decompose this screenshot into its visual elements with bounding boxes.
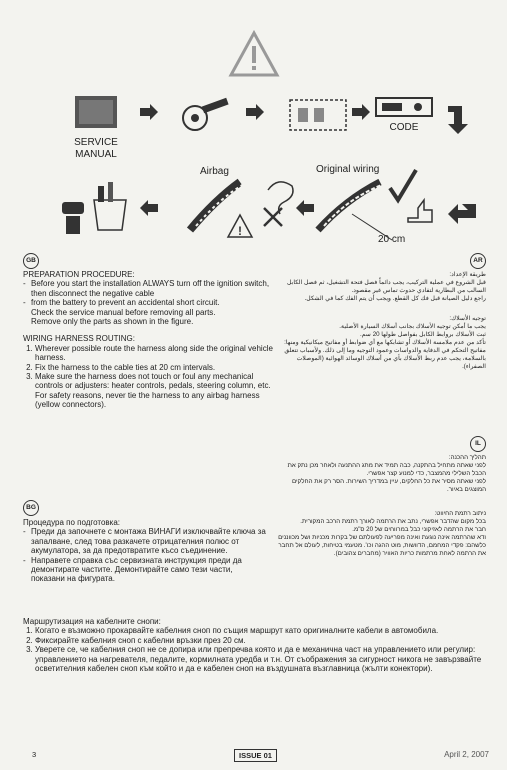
service-manual-label <box>74 137 118 160</box>
service-manual-label-line: MANUAL <box>75 149 117 160</box>
list-item: - Before you start the installation ALWAYS turn off the ignition switch, then disconnect the negative cable <box>23 279 273 298</box>
list-item: تأكد من عدم ملامسة الأسلاك أو تشابكها مع أي ضوابط أو مفاتيح ميكانيكية ومنها: مفاتيح التحكم في الدفاية والدواسات وعمود التوجيه وما إلى ذلك. ولأسباب تتعلق بالسلامة، يجب عدم ربط الأسلاك بأي من أسلاك الوسائد الهوائية (الموصلات الصفراء). <box>284 339 486 370</box>
list-item: قبل الشروع في عملية التركيب، يجب دائماً فصل فتحة التشغيل، ثم فصل الكابل السالب من البطارية لتفادي حدوث تماس غير مقصود. <box>286 279 486 294</box>
thumbs-up-icon <box>408 200 432 222</box>
list-item: 2. Фиксирайте кабелния сноп с кабелни връзки през 20 см. <box>35 636 483 645</box>
ignition-key-icon <box>183 98 229 130</box>
airbag-wiring-icon <box>190 182 252 238</box>
gb-section <box>23 253 273 410</box>
ar-section <box>276 253 486 371</box>
cable-tie-icon <box>318 182 392 240</box>
tools-bucket-icon <box>62 182 126 234</box>
bg-prep-list <box>23 527 268 583</box>
bg-prep-title: Процедура по подготовка: <box>23 518 121 527</box>
gb-prep-title: PREPARATION PROCEDURE: <box>23 270 135 279</box>
do-not-icon <box>264 182 293 226</box>
list-item: לפני שאתה מסיר את כל החלקים, עיין במדריך השירות. הסר רק את החלקים המוצגים באיור. <box>291 478 486 493</box>
arrow-turn-left-icon <box>448 204 476 224</box>
service-manual-label-line: SERVICE <box>74 137 118 148</box>
fuse-box-icon <box>290 100 346 130</box>
gb-badge: GB <box>23 253 39 269</box>
issue-badge: ISSUE 01 <box>234 749 277 762</box>
svg-text:!: ! <box>238 224 242 238</box>
arrow-left-icon <box>296 200 314 216</box>
list-item: לפני שאתה מתחיל בהתקנה, כבה תמיד את מתג ההתנעה ולאחר מכן נתק את הכבל השלילי מהמצבר, כדי למנוע קצר אפשרי. <box>287 462 486 477</box>
list-item: 3. Уверете се, че кабелния сноп не се допира или препречва която и да е механична част на управлението или регулир: управлението на нагревателя, педалите, кормилната уредба и т.н. От съображения за сигурност никога не завързвайте осветителния кабелен сноп към който и да е кабелен сноп на въздушната възглавница (жълти конектори). <box>35 645 483 673</box>
ar-prep-title: طريقة الإعداد: <box>449 271 486 278</box>
radio-code-icon <box>376 98 432 116</box>
arrow-turn-down-icon <box>448 106 468 134</box>
gb-prep-list <box>23 279 273 326</box>
issue-date: April 2, 2007 <box>444 750 489 759</box>
il-wiring-title: ניתוב רתמת החיווט: <box>434 510 486 517</box>
code-label: CODE <box>389 122 419 133</box>
ar-wiring-title: توجيه الأسلاك: <box>449 315 486 322</box>
bg-wiring-list <box>23 626 483 673</box>
bg-section <box>23 500 268 584</box>
checkmark-icon <box>390 170 416 200</box>
list-item: 1. Когато е възможно прокарвайте кабелния сноп по същия маршрут като оригиналните кабели в автомобила. <box>35 626 483 635</box>
list-item: 3. Make sure the harness does not touch or foul any mechanical controls or adjusters: heater controls, pedals, steering column, etc. For safety reasons, never tie the harness to any airbag harness (yellow connectors). <box>35 372 273 410</box>
list-item: - Преди да започнете с монтажа ВИНАГИ изключвайте ключа за запалване, след това разкачете отрицателния полюс от акумулатора, за да предотвратите късо съединение. <box>23 527 268 555</box>
list-item: חבר את הרתמה לאזיקוני כבל במרווחים של 20 ס"מ. <box>352 526 486 533</box>
gb-wiring-title: WIRING HARNESS ROUTING: <box>23 334 136 344</box>
arrow-right-icon <box>352 104 370 120</box>
list-item: 2. Fix the harness to the cable ties at 20 cm intervals. <box>35 363 273 372</box>
list-item: راجع دليل الصيانة قبل فك كل القطع. ويجب أن يتم الفك كما في الشكل. <box>304 295 486 302</box>
list-item: - Направете справка със сервизната инструкция преди да демонтирате частите. Демонтирайте само тези части, показани на фигурата. <box>23 556 268 584</box>
arrow-right-icon <box>246 104 264 120</box>
page-number: 3 <box>32 750 37 759</box>
warning-icon <box>228 30 280 78</box>
installation-steps-diagram <box>0 90 507 250</box>
list-item: يجب ما أمكن توجيه الأسلاك بجانب أسلاك السيارة الأصلية. <box>339 323 486 330</box>
list-item: בכל מקום שהדבר אפשרי, נתב את הרתמה לאורך רתמת הרכב המקורית. <box>300 518 486 525</box>
arrow-right-icon <box>140 104 158 120</box>
il-prep-title: תהליך ההכנה: <box>448 454 486 461</box>
ar-badge: AR <box>470 253 486 269</box>
gb-wiring-list <box>23 344 273 410</box>
arrow-left-icon <box>140 200 158 216</box>
list-item: ثبت الأسلاك بروابط الكابل بفواصل طولها 20 سم. <box>359 331 486 338</box>
bg-wiring-section <box>23 617 483 673</box>
il-section <box>276 436 486 558</box>
list-item: ודא שהרתמה אינה נוגעת ואינה מפריעה לפעולתם של בקרות מכניות ושל מכווננים כלשהם: פקדי המחמם, הדוושות, מוט ההגה וכו'. מטעמי בטיחות, לעולם אל תחבר את הרתמה לאחת מרתמות כריות האוויר (מחברים צהובים). <box>278 534 486 557</box>
service-manual-icon <box>75 96 117 128</box>
bg-badge: BG <box>23 500 39 516</box>
il-badge: IL <box>470 436 486 452</box>
bg-wiring-title: Маршрутизация на кабелните снопи: <box>23 617 161 626</box>
original-wiring-label: Original wiring <box>316 164 380 175</box>
list-item: - from the battery to prevent an accidental short circuit. Check the service manual before removing all parts. Remove only the parts as shown in the figure. <box>23 298 273 326</box>
distance-label: 20 cm <box>378 234 406 245</box>
airbag-label: Airbag <box>200 166 229 177</box>
list-item: 1. Wherever possible route the harness along side the original vehicle harness. <box>35 344 273 363</box>
